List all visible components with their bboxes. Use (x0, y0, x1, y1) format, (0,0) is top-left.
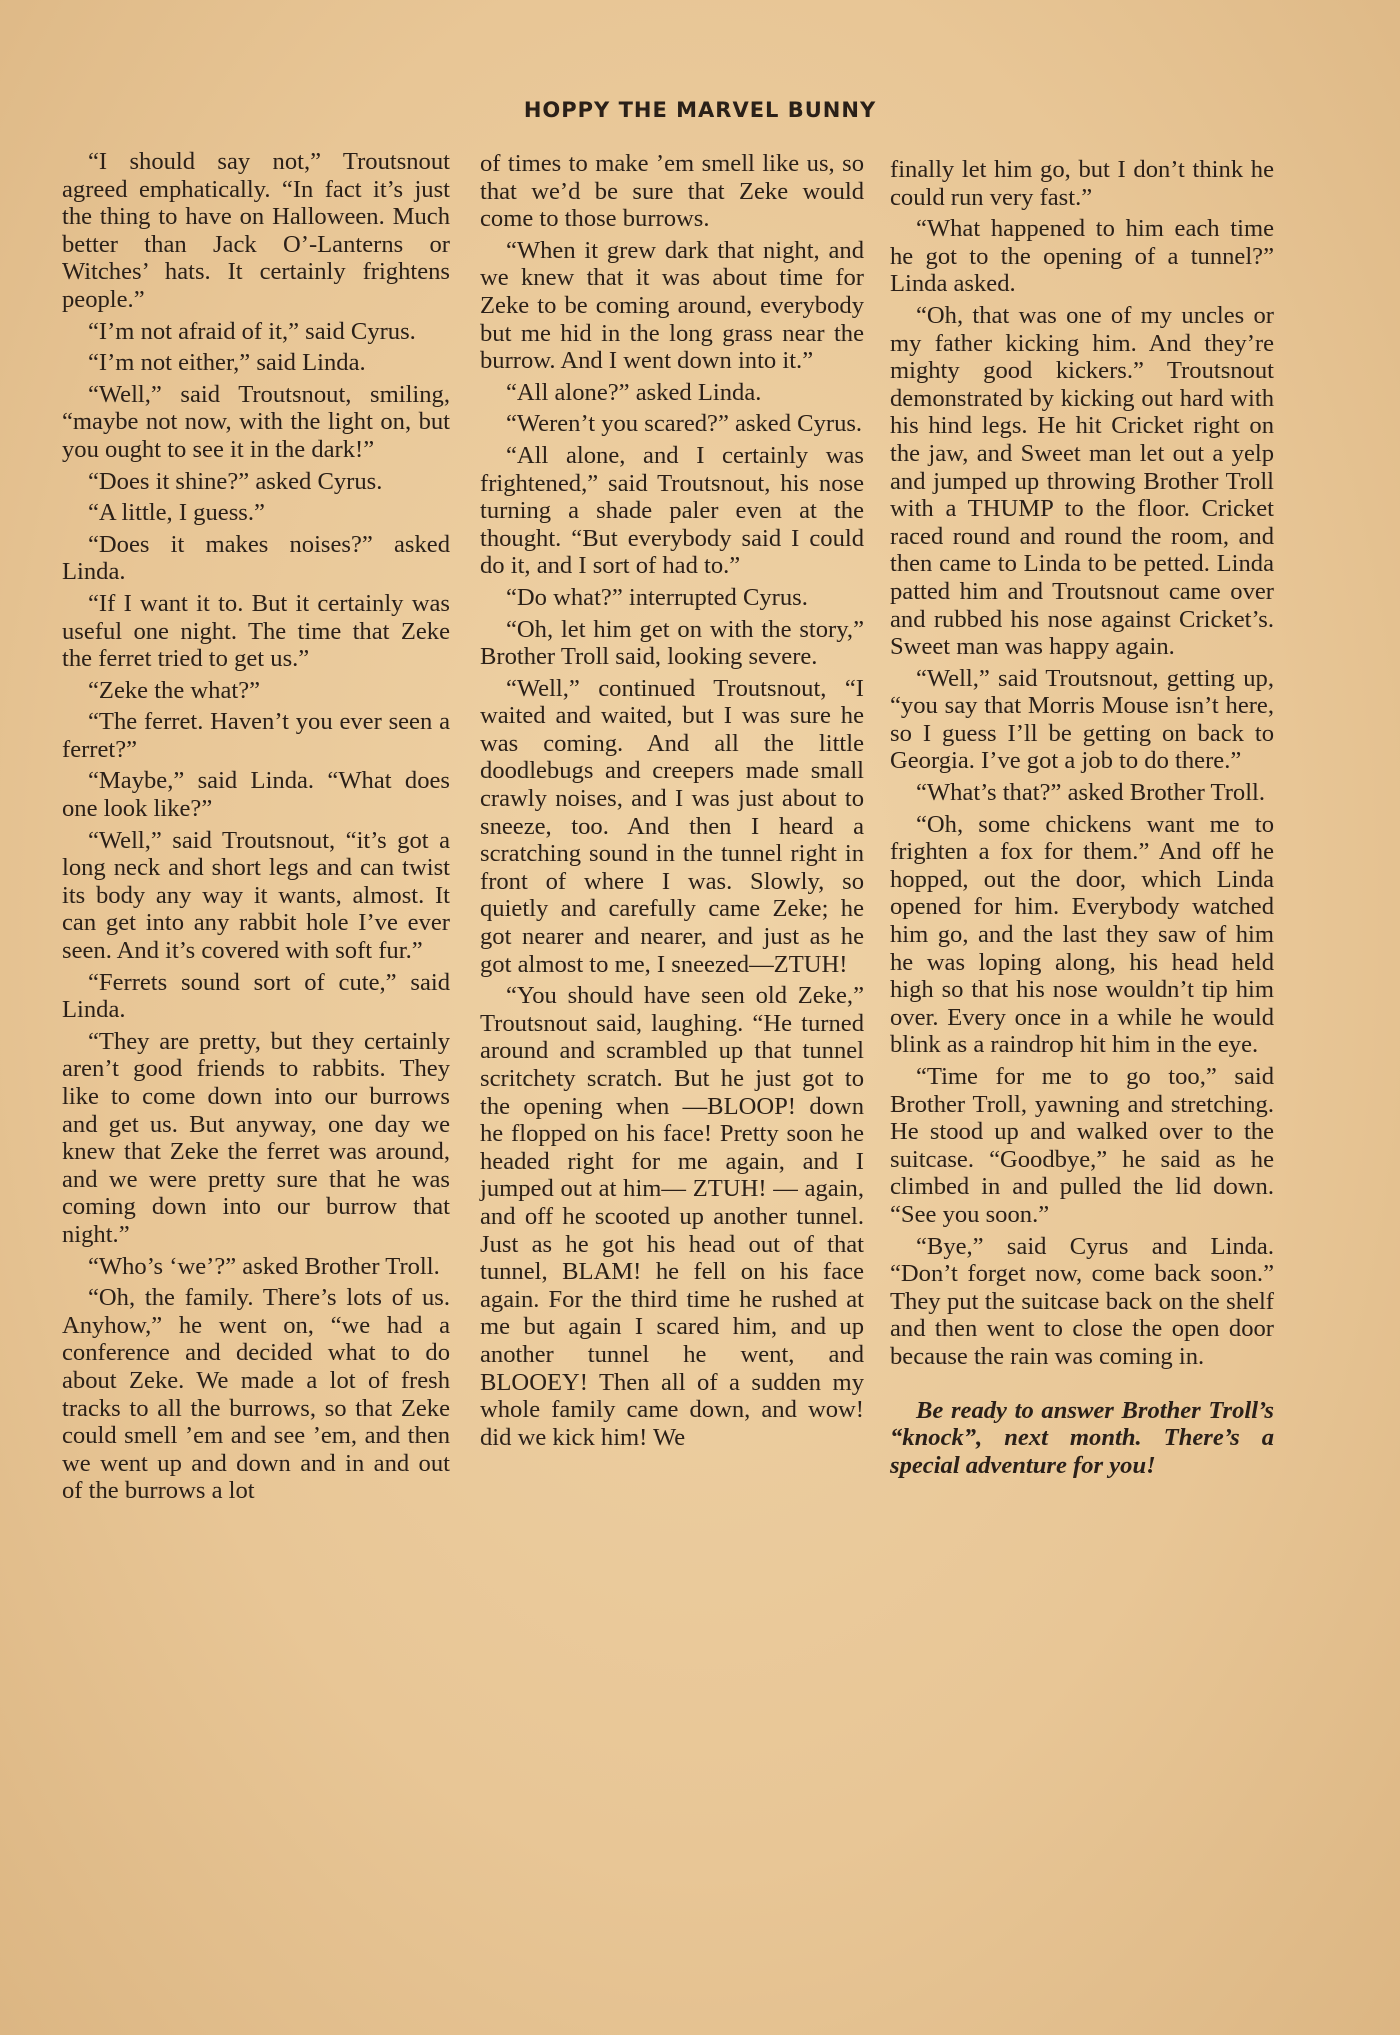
paragraph: “Time for me to go too,” said Brother Troll, yawning and stretching. He stood up and walked over to the suitcase. “Goodbye,” he said as he climbed in and pulled the lid down. “See you soon.” (890, 1063, 1274, 1228)
paragraph: “Well,” said Troutsnout, “it’s got a long neck and short legs and can twist its body any way it wants, almost. It can get into any rabbit hole I’ve ever seen. And it’s covered with soft fur.” (62, 826, 450, 965)
paragraph: “You should have seen old Zeke,” Troutsnout said, laughing. “He turned around and scrambled up that tunnel scritchety scratch. But he just got to the opening when —BLOOP! down he flopped on his face! Pretty soon he headed right for me again, and I jumped out at him— ZTUH! — again, and off he scooted up another tunnel. Just as he got his head out of that tunnel, BLAM! he fell on his face again. For the third time he rushed at me but again I scared him, and up another tunnel he went, and BLOOEY! Then all of a sudden my whole family came down, and wow! did we kick him! We (480, 982, 864, 1451)
paragraph: “Weren’t you scared?” asked Cyrus. (506, 410, 863, 438)
paragraph: “Zeke the what?” (88, 676, 261, 704)
closing-note: Be ready to answer Brother Troll’s “knock”, next month. There’s a special adventure for you! (890, 1396, 1274, 1479)
paragraph: “I’m not afraid of it,” said Cyrus. (88, 317, 416, 345)
paragraph: “What’s that?” asked Brother Troll. (916, 779, 1266, 807)
paragraph: “Oh, let him get on with the story,” Brother Troll said, looking severe. (480, 615, 864, 671)
paragraph: “Ferrets sound sort of cute,” said Linda. (62, 968, 450, 1024)
paragraph: “What happened to him each time he got to the opening of a tunnel?” Linda asked. (890, 215, 1274, 298)
paragraph: “The ferret. Haven’t you ever seen a ferret?” (62, 708, 450, 763)
paragraph: “All alone?” asked Linda. (506, 378, 762, 406)
paragraph: “Well,” said Troutsnout, getting up, “you say that Morris Mouse isn’t here, so I guess I’ll be getting on back to Georgia. I’ve got a job to do there.” (890, 664, 1274, 775)
paragraph: “If I want it to. But it certainly was useful one night. The time that Zeke the ferret tried to get us.” (62, 589, 450, 673)
paragraph: “Well,” continued Troutsnout, “I waited and waited, but I was sure he was coming. And all the little doodlebugs and creepers made small crawly noises, and I was just about to sneeze, too. And then I heard a scratching sound in the tunnel right in front of where I was. Slowly, so quietly and carefully came Zeke; he got nearer and nearer, and just as he got almost to me, I sneezed—ZTUH! (480, 674, 864, 978)
text-column-2 (480, 150, 864, 1455)
paragraph: “Maybe,” said Linda. “What does one look like?” (62, 767, 450, 823)
paragraph: “Does it makes noises?” asked Linda. (62, 530, 450, 586)
paragraph: “Oh, the family. There’s lots of us. Anyhow,” he went on, “we had a conference and decided what to do about Zeke. We made a lot of fresh tracks to all the burrows, so that Zeke could smell ’em and see ’em, and then we went up and down and in and out of the burrows a lot (62, 1284, 450, 1505)
paragraph: “Oh, some chickens want me to frighten a fox for them.” And off he hopped, out the door, which Linda opened for him. Everybody watched him go, and the last they saw of him he was loping along, his head held high so that his nose wouldn’t tip him over. Every once in a while he would blink as a raindrop hit him in the eye. (890, 810, 1274, 1059)
text-column-1 (62, 148, 450, 1509)
paragraph: “Who’s ‘we’?” asked Brother Troll. (88, 1252, 440, 1280)
paragraph: finally let him go, but I don’t think he could run very fast.” (890, 156, 1274, 211)
paragraph: “Does it shine?” asked Cyrus. (88, 467, 383, 495)
paragraph: “They are pretty, but they certainly aren’t good friends to rabbits. They like to come down into our burrows and get us. But anyway, one day we knew that Zeke the ferret was around, and we were pretty sure that he was coming down into our burrow that night.” (62, 1027, 450, 1248)
paragraph: “Oh, that was one of my uncles or my father kicking him. And they’re mighty good kickers.” Troutsnout demonstrated by kicking out hard with his hind legs. He hit Cricket right on the jaw, and Sweet man let out a yelp and jumped up throwing Brother Troll with a THUMP to the floor. Cricket raced round and round the room, and then came to Linda to be petted. Linda patted him and Troutsnout came over and rubbed his nose against Cricket’s. Sweet man was happy again. (890, 301, 1274, 661)
paragraph: “Do what?” interrupted Cyrus. (506, 583, 808, 611)
text-column-3 (890, 156, 1274, 1483)
paragraph: “All alone, and I certainly was frightened,” said Troutsnout, his nose turning a shade paler even at the thought. “But everybody said I could do it, and I sort of had to.” (480, 441, 864, 580)
paragraph: of times to make ’em smell like us, so that we’d be sure that Zeke would come to those burrows. (480, 150, 864, 233)
paragraph: “A little, I guess.” (88, 499, 265, 527)
paragraph: “Bye,” said Cyrus and Linda. “Don’t forget now, come back soon.” They put the suitcase back on the shelf and then went to close the open door because the rain was coming in. (890, 1232, 1274, 1370)
paragraph: “Well,” said Troutsnout, smiling, “maybe not now, with the light on, but you ought to see it in the dark!” (62, 380, 450, 463)
paragraph: “When it grew dark that night, and we knew that it was about time for Zeke to be coming around, everybody but me hid in the long grass near the burrow. And I went down into it.” (480, 236, 864, 375)
paragraph: “I’m not either,” said Linda. (88, 349, 366, 377)
paragraph: “I should say not,” Troutsnout agreed emphatically. “In fact it’s just the thing to have on Halloween. Much better than Jack O’-Lanterns or Witches’ hats. It certainly frightens people.” (62, 148, 450, 313)
page-header: HOPPY THE MARVEL BUNNY (523, 98, 877, 122)
